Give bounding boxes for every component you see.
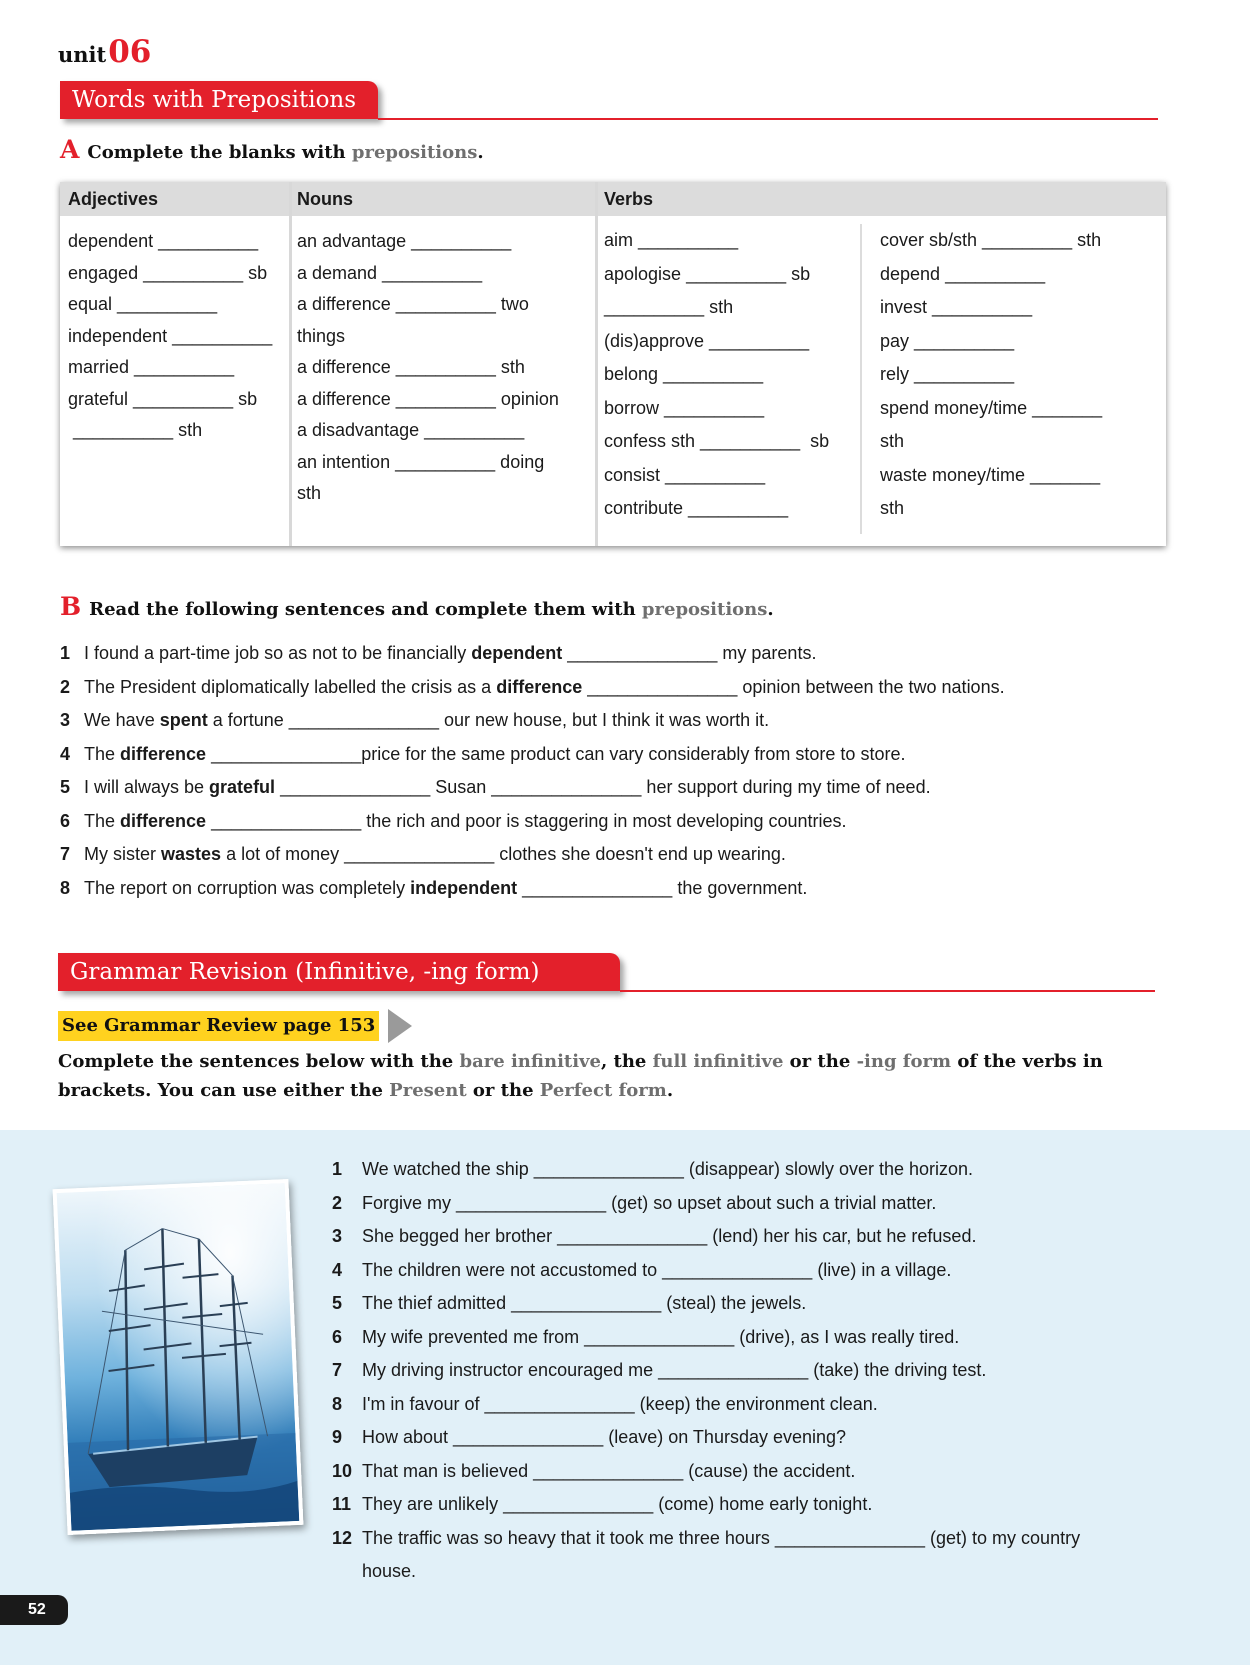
- list-item: contribute __________: [604, 498, 789, 518]
- verbs-divider: [860, 224, 862, 534]
- section-banner-grammar: [58, 953, 620, 991]
- sentence-text: The children were not accustomed to _______________ (live) in a village.: [362, 1259, 952, 1280]
- sentence-text: a fortune _______________ our new house, but I think it was worth it.: [207, 710, 770, 730]
- sentence-number: 3: [60, 710, 71, 730]
- sentence-row: [332, 1153, 1080, 1187]
- list-item: __________ sth: [604, 297, 734, 317]
- sentence-number: 7: [60, 844, 71, 864]
- list-item: __________ sth: [68, 420, 203, 440]
- sentence-row: [60, 637, 1005, 671]
- sentence-text: I will always be: [84, 777, 210, 797]
- sentence-row: [332, 1287, 1080, 1321]
- sentence-number: 12: [332, 1527, 353, 1548]
- verbs-column-1: [604, 224, 829, 526]
- list-item: depend __________: [880, 263, 1046, 284]
- sentence-number: 2: [60, 676, 71, 697]
- sentence-number: 5: [60, 777, 71, 797]
- list-item: a difference __________ opinion: [297, 388, 559, 409]
- grammar-instruction: [58, 1047, 1168, 1105]
- sentence-keyword: spent: [159, 710, 208, 730]
- list-item: (dis)approve __________: [604, 330, 810, 351]
- sentence-number: 8: [60, 877, 71, 898]
- list-item: waste money/time _______: [880, 464, 1101, 485]
- instruction-text: , the: [600, 1051, 653, 1072]
- list-item: grateful __________ sb: [68, 388, 258, 409]
- unit-word: unit: [58, 42, 107, 67]
- list-item: pay __________: [880, 330, 1015, 351]
- instruction-highlight: full infinitive: [652, 1051, 784, 1072]
- section-title: Grammar Revision (Infinitive, -ing form): [70, 959, 540, 985]
- instruction-text: or the: [466, 1080, 540, 1101]
- ship-illustration: [57, 1183, 300, 1531]
- sentence-keyword: independent: [410, 877, 518, 898]
- list-item: sth: [297, 483, 322, 503]
- sentence-number: 4: [60, 743, 71, 764]
- sentence-number: 6: [60, 810, 71, 831]
- list-item: a demand __________: [297, 262, 483, 283]
- list-item: an advantage __________: [297, 231, 512, 251]
- sentence-row: [332, 1254, 1080, 1288]
- sentence-text: The traffic was so heavy that it took me three hours _______________ (get) to my country: [362, 1527, 1081, 1548]
- list-item: sth: [880, 431, 905, 451]
- instruction-text: .: [666, 1080, 674, 1101]
- sentence-number: 7: [332, 1360, 343, 1380]
- header-adjectives: Adjectives: [68, 189, 159, 209]
- list-item: rely __________: [880, 364, 1015, 384]
- exercise-highlight: prepositions: [641, 599, 768, 620]
- sentence-row: [332, 1421, 1080, 1455]
- exercise-letter: B: [60, 592, 82, 621]
- sentence-text: _______________ my parents.: [562, 643, 817, 663]
- column-divider: [289, 182, 292, 546]
- sentence-number: 4: [332, 1259, 343, 1280]
- sentence-number: 11: [332, 1494, 352, 1514]
- sentence-text: _______________price for the same product can vary considerably from store to store.: [206, 743, 906, 764]
- sentence-text: She begged her brother _______________ (lend) her his car, but he refused.: [362, 1226, 977, 1246]
- header-nouns: Nouns: [297, 189, 353, 209]
- sentence-text: The thief admitted _______________ (steal) the jewels.: [362, 1293, 807, 1313]
- exercise-letter: A: [60, 135, 80, 164]
- exercise-text-end: .: [767, 599, 774, 620]
- list-item: consist __________: [604, 464, 766, 485]
- list-item: confess sth __________ sb: [604, 431, 830, 451]
- sentence-text: _______________ Susan _______________ her support during my time of need.: [275, 777, 931, 797]
- sentence-text: Forgive my _______________ (get) so upset about such a trivial matter.: [362, 1192, 937, 1213]
- sentence-row: [332, 1388, 1080, 1422]
- page-number: 52: [0, 1595, 68, 1625]
- sentence-text: We watched the ship _______________ (disappear) slowly over the horizon.: [362, 1159, 974, 1179]
- list-item: things: [297, 325, 346, 346]
- sentence-keyword: difference: [496, 676, 583, 697]
- list-item: borrow __________: [604, 397, 765, 418]
- header-verbs: Verbs: [604, 189, 654, 209]
- list-item: invest __________: [880, 297, 1033, 317]
- sentence-row: [332, 1354, 1080, 1388]
- list-item: apologise __________ sb: [604, 263, 811, 284]
- sentence-text: My driving instructor encouraged me _______________ (take) the driving test.: [362, 1360, 987, 1380]
- sentence-keyword: difference: [120, 743, 207, 764]
- nouns-column: [297, 226, 559, 510]
- sentence-text: That man is believed _______________ (cause) the accident.: [362, 1460, 856, 1481]
- exercise-b-heading: [60, 592, 774, 621]
- sentence-number: 5: [332, 1293, 343, 1313]
- list-item: dependent __________: [68, 231, 259, 251]
- sentence-number: 6: [332, 1326, 343, 1347]
- list-item: belong __________: [604, 364, 764, 384]
- exercise-highlight: prepositions: [351, 142, 478, 163]
- sentence-text: I'm in favour of _______________ (keep) the environment clean.: [362, 1393, 878, 1414]
- sentence-text: The President diplomatically labelled the crisis as a: [84, 676, 497, 697]
- sentence-number: 3: [332, 1226, 343, 1246]
- sentence-row: [332, 1522, 1080, 1556]
- sentence-row: [332, 1455, 1080, 1489]
- sentence-row: [332, 1555, 1080, 1589]
- sentence-text: The report on corruption was completely: [84, 877, 411, 898]
- list-item: married __________: [68, 357, 235, 377]
- sentence-row: [332, 1187, 1080, 1221]
- sentence-row: [60, 771, 1005, 805]
- verbs-column-2: [880, 224, 1102, 526]
- sentence-row: [60, 671, 1005, 705]
- list-item: cover sb/sth _________ sth: [880, 230, 1102, 250]
- sentence-row: [60, 738, 1005, 772]
- column-divider: [595, 182, 598, 546]
- sentence-number: 1: [60, 643, 71, 663]
- instruction-highlight: Present: [389, 1080, 467, 1101]
- instruction-highlight: bare infinitive: [459, 1051, 601, 1072]
- sentence-number: 1: [332, 1159, 343, 1179]
- list-item: an intention __________ doing: [297, 451, 545, 472]
- section-rule: [620, 990, 1155, 992]
- sentence-row: [60, 838, 1005, 872]
- unit-label: [58, 34, 151, 70]
- sentence-number: 2: [332, 1192, 343, 1213]
- sentence-keyword: wastes: [161, 844, 222, 864]
- sentence-keyword: dependent: [471, 643, 563, 663]
- sentence-text: a lot of money _______________ clothes she doesn't end up wearing.: [221, 844, 786, 864]
- sentence-text: How about _______________ (leave) on Thursday evening?: [362, 1427, 847, 1447]
- sentence-row: [60, 872, 1005, 906]
- exercise-b-sentences: [60, 637, 1005, 905]
- section-title: Words with Prepositions: [72, 87, 357, 113]
- sentence-number: 10: [332, 1460, 353, 1481]
- sentence-row: [60, 805, 1005, 839]
- prepositions-table: [60, 182, 1166, 546]
- list-item: a disadvantage __________: [297, 420, 525, 440]
- section-banner-prepositions: [60, 81, 378, 119]
- grammar-review-link[interactable]: See Grammar Review page 153: [58, 1011, 379, 1041]
- section-rule: [378, 118, 1158, 120]
- instruction-highlight: Perfect form: [539, 1080, 667, 1101]
- instruction-text: or the: [783, 1051, 857, 1072]
- sentence-text: My sister: [84, 844, 162, 864]
- sentence-text: The: [84, 810, 121, 831]
- sentence-row: [332, 1220, 1080, 1254]
- sentence-text: _______________ the rich and poor is staggering in most developing countries.: [206, 810, 847, 831]
- sentence-text: I found a part-time job so as not to be financially: [84, 643, 472, 663]
- list-item: engaged __________ sb: [68, 262, 268, 283]
- sentence-number: 8: [332, 1393, 343, 1414]
- adjectives-column: [68, 226, 272, 447]
- sentence-row: [332, 1488, 1080, 1522]
- exercise-text: Complete the blanks with: [87, 142, 352, 163]
- sentence-row: [60, 704, 1005, 738]
- grammar-sentences: [332, 1153, 1080, 1589]
- sentence-row: [332, 1321, 1080, 1355]
- arrow-right-icon: [388, 1009, 412, 1043]
- sentence-text: _______________ the government.: [517, 877, 808, 898]
- list-item: equal __________: [68, 294, 218, 314]
- unit-number: 06: [108, 34, 152, 70]
- exercise-text-end: .: [477, 142, 484, 163]
- sailing-ship-photo: [53, 1179, 304, 1535]
- sentence-text: We have: [84, 710, 160, 730]
- sentence-text: house.: [362, 1561, 417, 1581]
- list-item: spend money/time _______: [880, 397, 1103, 418]
- list-item: aim __________: [604, 230, 739, 250]
- list-item: a difference __________ sth: [297, 357, 525, 377]
- sentence-text: They are unlikely _______________ (come) home early tonight.: [362, 1494, 873, 1514]
- instruction-highlight: -ing form: [856, 1051, 952, 1072]
- sentence-number: 9: [332, 1427, 343, 1447]
- list-item: sth: [880, 498, 905, 518]
- exercise-text: Read the following sentences and complete them with: [89, 599, 642, 620]
- exercise-a-heading: [60, 135, 484, 164]
- sentence-keyword: grateful: [209, 777, 276, 797]
- list-item: independent __________: [68, 325, 273, 346]
- instruction-text: of the verbs in brackets. You can use either the: [58, 1051, 1103, 1101]
- instruction-text: Complete the sentences below with the: [58, 1051, 460, 1072]
- list-item: a difference __________ two: [297, 294, 529, 314]
- sentence-text: My wife prevented me from _______________ (drive), as I was really tired.: [362, 1326, 960, 1347]
- sentence-keyword: difference: [120, 810, 207, 831]
- sentence-text: The: [84, 743, 121, 764]
- sentence-text: _______________ opinion between the two nations.: [582, 676, 1005, 697]
